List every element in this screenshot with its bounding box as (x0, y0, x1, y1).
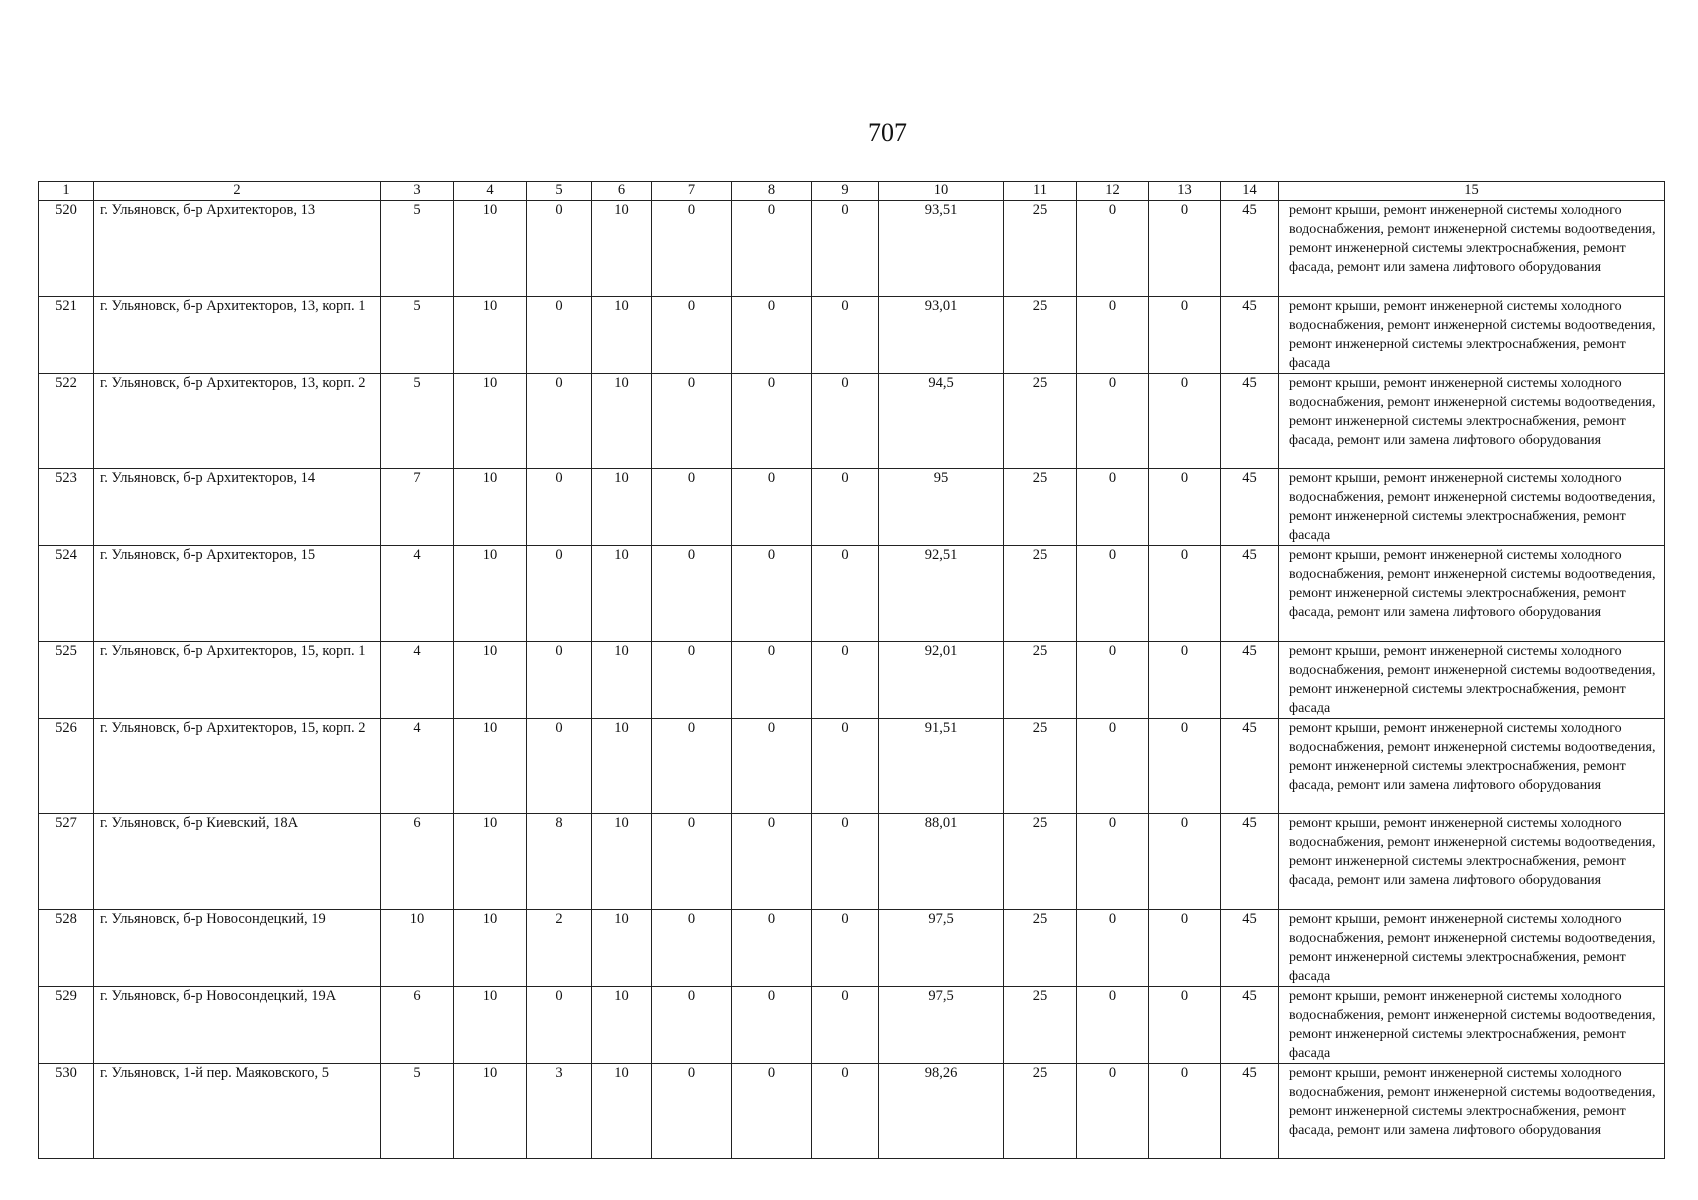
cell-col-c14: 45 (1221, 469, 1279, 546)
cell-col-c13: 0 (1149, 1064, 1221, 1159)
cell-col-c5: 0 (527, 719, 592, 814)
cell-col-c12: 0 (1077, 642, 1149, 719)
cell-col-c5: 0 (527, 201, 592, 297)
cell-col-c11: 25 (1004, 374, 1077, 469)
row-number-cell: 523 (39, 469, 94, 546)
cell-col-c8: 0 (732, 987, 812, 1064)
repair-works-cell: ремонт крыши, ремонт инженерной системы холодного водоснабжения, ремонт инженерной системы водоотведения, ремонт инженерной системы электроснабжения, ремонт фасада, ремонт или замена лифтового оборудования (1279, 546, 1665, 642)
cell-col-c4: 10 (454, 374, 527, 469)
row-number-cell: 525 (39, 642, 94, 719)
repair-works-cell: ремонт крыши, ремонт инженерной системы холодного водоснабжения, ремонт инженерной системы водоотведения, ремонт инженерной системы электроснабжения, ремонт фасада (1279, 642, 1665, 719)
cell-col-c5: 0 (527, 374, 592, 469)
cell-col-c8: 0 (732, 642, 812, 719)
cell-col-c6: 10 (592, 1064, 652, 1159)
cell-col-c9: 0 (812, 987, 879, 1064)
cell-col-c4: 10 (454, 201, 527, 297)
column-header-1: 1 (39, 182, 94, 201)
cell-col-c3: 4 (381, 546, 454, 642)
cell-col-c6: 10 (592, 719, 652, 814)
cell-col-c5: 0 (527, 642, 592, 719)
cell-col-c14: 45 (1221, 374, 1279, 469)
cell-col-c9: 0 (812, 910, 879, 987)
table-row (39, 546, 1665, 642)
row-number-cell: 528 (39, 910, 94, 987)
row-number-cell: 526 (39, 719, 94, 814)
cell-col-c3: 10 (381, 910, 454, 987)
cell-col-c11: 25 (1004, 201, 1077, 297)
address-cell: г. Ульяновск, 1-й пер. Маяковского, 5 (94, 1064, 381, 1159)
cell-col-c13: 0 (1149, 987, 1221, 1064)
repair-works-cell: ремонт крыши, ремонт инженерной системы холодного водоснабжения, ремонт инженерной системы водоотведения, ремонт инженерной системы электроснабжения, ремонт фасада, ремонт или замена лифтового оборудования (1279, 719, 1665, 814)
cell-col-c14: 45 (1221, 297, 1279, 374)
cell-col-c8: 0 (732, 374, 812, 469)
address-cell: г. Ульяновск, б-р Архитекторов, 13, корп. 1 (94, 297, 381, 374)
cell-col-c5: 2 (527, 910, 592, 987)
cell-col-c8: 0 (732, 297, 812, 374)
cell-col-c4: 10 (454, 1064, 527, 1159)
row-number-cell: 521 (39, 297, 94, 374)
table-row (39, 374, 1665, 469)
repair-works-cell: ремонт крыши, ремонт инженерной системы холодного водоснабжения, ремонт инженерной системы водоотведения, ремонт инженерной системы электроснабжения, ремонт фасада (1279, 987, 1665, 1064)
cell-col-c12: 0 (1077, 814, 1149, 910)
table-row (39, 469, 1665, 546)
column-header-5: 5 (527, 182, 592, 201)
cell-col-c8: 0 (732, 469, 812, 546)
repair-works-cell: ремонт крыши, ремонт инженерной системы холодного водоснабжения, ремонт инженерной системы водоотведения, ремонт инженерной системы электроснабжения, ремонт фасада, ремонт или замена лифтового оборудования (1279, 201, 1665, 297)
cell-col-c3: 7 (381, 469, 454, 546)
table-row (39, 719, 1665, 814)
page-number: 707 (868, 118, 907, 147)
cell-col-c3: 4 (381, 642, 454, 719)
cell-col-c7: 0 (652, 297, 732, 374)
cell-col-c12: 0 (1077, 910, 1149, 987)
cell-col-c5: 0 (527, 297, 592, 374)
address-cell: г. Ульяновск, б-р Архитекторов, 13, корп. 2 (94, 374, 381, 469)
cell-col-c10: 91,51 (879, 719, 1004, 814)
cell-col-c9: 0 (812, 201, 879, 297)
cell-col-c10: 92,01 (879, 642, 1004, 719)
row-number-cell: 520 (39, 201, 94, 297)
cell-col-c4: 10 (454, 546, 527, 642)
cell-col-c9: 0 (812, 374, 879, 469)
cell-col-c4: 10 (454, 987, 527, 1064)
cell-col-c11: 25 (1004, 469, 1077, 546)
cell-col-c4: 10 (454, 469, 527, 546)
address-cell: г. Ульяновск, б-р Киевский, 18А (94, 814, 381, 910)
cell-col-c14: 45 (1221, 987, 1279, 1064)
cell-col-c5: 8 (527, 814, 592, 910)
cell-col-c12: 0 (1077, 374, 1149, 469)
cell-col-c3: 5 (381, 201, 454, 297)
cell-col-c7: 0 (652, 642, 732, 719)
table-row (39, 1064, 1665, 1159)
cell-col-c13: 0 (1149, 642, 1221, 719)
row-number-cell: 522 (39, 374, 94, 469)
cell-col-c6: 10 (592, 814, 652, 910)
cell-col-c4: 10 (454, 297, 527, 374)
table-row (39, 910, 1665, 987)
cell-col-c9: 0 (812, 719, 879, 814)
cell-col-c10: 92,51 (879, 546, 1004, 642)
table-row (39, 297, 1665, 374)
cell-col-c3: 6 (381, 987, 454, 1064)
cell-col-c12: 0 (1077, 546, 1149, 642)
cell-col-c9: 0 (812, 1064, 879, 1159)
cell-col-c10: 98,26 (879, 1064, 1004, 1159)
cell-col-c5: 0 (527, 987, 592, 1064)
cell-col-c8: 0 (732, 546, 812, 642)
cell-col-c13: 0 (1149, 910, 1221, 987)
cell-col-c11: 25 (1004, 719, 1077, 814)
cell-col-c13: 0 (1149, 546, 1221, 642)
cell-col-c10: 95 (879, 469, 1004, 546)
address-cell: г. Ульяновск, б-р Архитекторов, 15, корп. 2 (94, 719, 381, 814)
cell-col-c12: 0 (1077, 297, 1149, 374)
cell-col-c9: 0 (812, 814, 879, 910)
column-header-4: 4 (454, 182, 527, 201)
cell-col-c13: 0 (1149, 719, 1221, 814)
cell-col-c14: 45 (1221, 201, 1279, 297)
table-body (39, 201, 1665, 1159)
cell-col-c4: 10 (454, 642, 527, 719)
cell-col-c14: 45 (1221, 546, 1279, 642)
column-header-15: 15 (1279, 182, 1665, 201)
cell-col-c3: 6 (381, 814, 454, 910)
column-header-9: 9 (812, 182, 879, 201)
column-header-12: 12 (1077, 182, 1149, 201)
cell-col-c10: 97,5 (879, 910, 1004, 987)
cell-col-c3: 4 (381, 719, 454, 814)
column-header-3: 3 (381, 182, 454, 201)
cell-col-c12: 0 (1077, 987, 1149, 1064)
cell-col-c11: 25 (1004, 642, 1077, 719)
cell-col-c10: 97,5 (879, 987, 1004, 1064)
cell-col-c12: 0 (1077, 201, 1149, 297)
address-cell: г. Ульяновск, б-р Архитекторов, 15 (94, 546, 381, 642)
cell-col-c6: 10 (592, 469, 652, 546)
cell-col-c3: 5 (381, 297, 454, 374)
cell-col-c12: 0 (1077, 469, 1149, 546)
column-number-row (39, 182, 1665, 201)
cell-col-c13: 0 (1149, 297, 1221, 374)
address-cell: г. Ульяновск, б-р Новосондецкий, 19 (94, 910, 381, 987)
row-number-cell: 527 (39, 814, 94, 910)
table-row (39, 642, 1665, 719)
cell-col-c11: 25 (1004, 297, 1077, 374)
cell-col-c14: 45 (1221, 642, 1279, 719)
cell-col-c14: 45 (1221, 910, 1279, 987)
cell-col-c3: 5 (381, 1064, 454, 1159)
cell-col-c13: 0 (1149, 374, 1221, 469)
cell-col-c8: 0 (732, 201, 812, 297)
column-header-13: 13 (1149, 182, 1221, 201)
cell-col-c7: 0 (652, 910, 732, 987)
repair-works-cell: ремонт крыши, ремонт инженерной системы холодного водоснабжения, ремонт инженерной системы водоотведения, ремонт инженерной системы электроснабжения, ремонт фасада, ремонт или замена лифтового оборудования (1279, 374, 1665, 469)
cell-col-c6: 10 (592, 374, 652, 469)
table-row (39, 201, 1665, 297)
repair-works-cell: ремонт крыши, ремонт инженерной системы холодного водоснабжения, ремонт инженерной системы водоотведения, ремонт инженерной системы электроснабжения, ремонт фасада, ремонт или замена лифтового оборудования (1279, 1064, 1665, 1159)
repair-works-cell: ремонт крыши, ремонт инженерной системы холодного водоснабжения, ремонт инженерной системы водоотведения, ремонт инженерной системы электроснабжения, ремонт фасада (1279, 469, 1665, 546)
row-number-cell: 530 (39, 1064, 94, 1159)
address-cell: г. Ульяновск, б-р Архитекторов, 13 (94, 201, 381, 297)
cell-col-c6: 10 (592, 910, 652, 987)
cell-col-c9: 0 (812, 469, 879, 546)
cell-col-c9: 0 (812, 642, 879, 719)
cell-col-c6: 10 (592, 642, 652, 719)
cell-col-c13: 0 (1149, 814, 1221, 910)
cell-col-c11: 25 (1004, 546, 1077, 642)
cell-col-c4: 10 (454, 719, 527, 814)
row-number-cell: 529 (39, 987, 94, 1064)
column-header-8: 8 (732, 182, 812, 201)
cell-col-c12: 0 (1077, 719, 1149, 814)
cell-col-c8: 0 (732, 814, 812, 910)
address-cell: г. Ульяновск, б-р Новосондецкий, 19А (94, 987, 381, 1064)
cell-col-c12: 0 (1077, 1064, 1149, 1159)
table-row (39, 814, 1665, 910)
cell-col-c6: 10 (592, 987, 652, 1064)
cell-col-c7: 0 (652, 1064, 732, 1159)
cell-col-c11: 25 (1004, 987, 1077, 1064)
cell-col-c7: 0 (652, 814, 732, 910)
cell-col-c10: 93,51 (879, 201, 1004, 297)
cell-col-c10: 93,01 (879, 297, 1004, 374)
column-header-10: 10 (879, 182, 1004, 201)
cell-col-c5: 0 (527, 469, 592, 546)
column-header-2: 2 (94, 182, 381, 201)
repair-works-cell: ремонт крыши, ремонт инженерной системы холодного водоснабжения, ремонт инженерной системы водоотведения, ремонт инженерной системы электроснабжения, ремонт фасада (1279, 297, 1665, 374)
cell-col-c7: 0 (652, 719, 732, 814)
cell-col-c7: 0 (652, 987, 732, 1064)
column-header-6: 6 (592, 182, 652, 201)
cell-col-c7: 0 (652, 201, 732, 297)
table-row (39, 987, 1665, 1064)
cell-col-c10: 88,01 (879, 814, 1004, 910)
cell-col-c14: 45 (1221, 814, 1279, 910)
cell-col-c5: 0 (527, 546, 592, 642)
column-header-14: 14 (1221, 182, 1279, 201)
cell-col-c11: 25 (1004, 1064, 1077, 1159)
cell-col-c3: 5 (381, 374, 454, 469)
cell-col-c8: 0 (732, 1064, 812, 1159)
cell-col-c7: 0 (652, 469, 732, 546)
address-cell: г. Ульяновск, б-р Архитекторов, 15, корп. 1 (94, 642, 381, 719)
repair-works-cell: ремонт крыши, ремонт инженерной системы холодного водоснабжения, ремонт инженерной системы водоотведения, ремонт инженерной системы электроснабжения, ремонт фасада, ремонт или замена лифтового оборудования (1279, 814, 1665, 910)
cell-col-c11: 25 (1004, 910, 1077, 987)
cell-col-c10: 94,5 (879, 374, 1004, 469)
row-number-cell: 524 (39, 546, 94, 642)
column-header-7: 7 (652, 182, 732, 201)
repair-works-cell: ремонт крыши, ремонт инженерной системы холодного водоснабжения, ремонт инженерной системы водоотведения, ремонт инженерной системы электроснабжения, ремонт фасада (1279, 910, 1665, 987)
housing-repair-table (38, 181, 1665, 1159)
cell-col-c6: 10 (592, 201, 652, 297)
cell-col-c4: 10 (454, 814, 527, 910)
cell-col-c9: 0 (812, 297, 879, 374)
cell-col-c8: 0 (732, 910, 812, 987)
cell-col-c9: 0 (812, 546, 879, 642)
cell-col-c7: 0 (652, 374, 732, 469)
cell-col-c5: 3 (527, 1064, 592, 1159)
cell-col-c13: 0 (1149, 469, 1221, 546)
cell-col-c6: 10 (592, 297, 652, 374)
cell-col-c4: 10 (454, 910, 527, 987)
cell-col-c14: 45 (1221, 1064, 1279, 1159)
cell-col-c6: 10 (592, 546, 652, 642)
cell-col-c8: 0 (732, 719, 812, 814)
address-cell: г. Ульяновск, б-р Архитекторов, 14 (94, 469, 381, 546)
cell-col-c14: 45 (1221, 719, 1279, 814)
cell-col-c7: 0 (652, 546, 732, 642)
column-header-11: 11 (1004, 182, 1077, 201)
cell-col-c13: 0 (1149, 201, 1221, 297)
cell-col-c11: 25 (1004, 814, 1077, 910)
